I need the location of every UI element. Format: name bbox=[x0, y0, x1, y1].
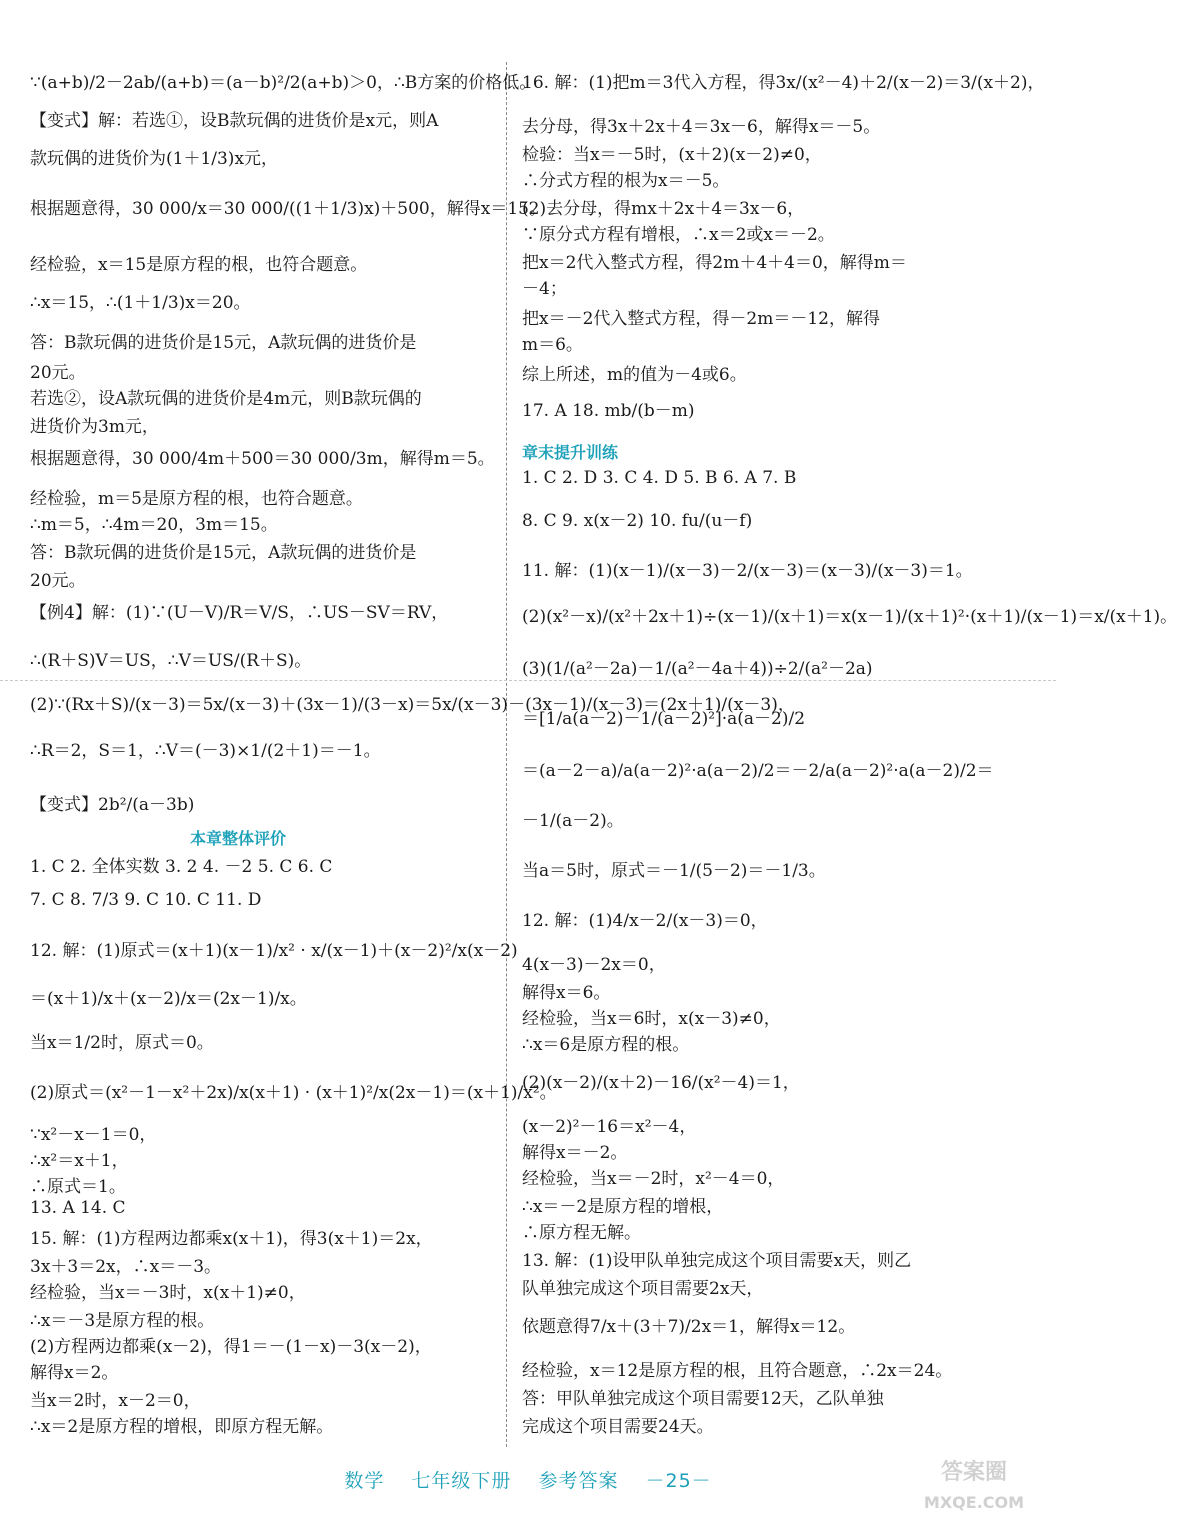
left-text-line: 7. C 8. 7/3 9. C 10. C 11. D bbox=[30, 890, 262, 910]
left-text-line: 【变式】解：若选①，设B款玩偶的进货价是x元，则A bbox=[30, 111, 439, 131]
footer-page-number: －25－ bbox=[645, 1470, 712, 1492]
column-divider bbox=[506, 62, 507, 1447]
left-text-line: 款玩偶的进货价为(1＋1/3)x元， bbox=[30, 149, 279, 169]
right-text-line: 11. 解：(1)(x－1)/(x－3)－2/(x－3)＝(x－3)/(x－3)＝1。 bbox=[522, 561, 973, 581]
left-text-line: 12. 解：(1)原式＝(x＋1)(x－1)/x² · x/(x－1)＋(x－2)²/x(x－2) bbox=[30, 941, 518, 961]
right-text-line: 4(x－3)－2x＝0， bbox=[522, 955, 666, 975]
left-text-line: (2)原式＝(x²－1－x²＋2x)/x(x＋1) · (x＋1)²/x(2x－1)＝(x＋1)/x²。 bbox=[30, 1083, 557, 1103]
right-text-line: (3)(1/(a²－2a)－1/(a²－4a＋4))÷2/(a²－2a) bbox=[522, 659, 873, 679]
watermark-logo bbox=[904, 1458, 1044, 1528]
footer-label: 参考答案 bbox=[538, 1470, 619, 1492]
left-text-line: 13. A 14. C bbox=[30, 1198, 126, 1218]
right-text-line: 12. 解：(1)4/x－2/(x－3)＝0， bbox=[522, 911, 768, 931]
left-text-line: ∴x＝－3是原方程的根。 bbox=[30, 1311, 215, 1331]
right-text-line: 依题意得7/x＋(3＋7)/2x＝1，解得x＝12。 bbox=[522, 1317, 856, 1337]
left-text-line: 答：B款玩偶的进货价是15元，A款玩偶的进货价是 bbox=[30, 543, 417, 563]
right-text-line: ∵原分式方程有增根，∴x＝2或x＝－2。 bbox=[522, 225, 835, 245]
right-text-line: 13. 解：(1)设甲队单独完成这个项目需要x天，则乙 bbox=[522, 1251, 912, 1271]
left-text-line: ∴(R＋S)V＝US，∴V＝US/(R＋S)。 bbox=[30, 651, 312, 671]
left-text-line: 1. C 2. 全体实数 3. 2 4. －2 5. C 6. C bbox=[30, 857, 333, 877]
right-text-line: m＝6。 bbox=[522, 335, 583, 355]
left-text-line: ∴原式＝1。 bbox=[30, 1177, 126, 1197]
right-text-line: (2)(x－2)/(x＋2)－16/(x²－4)＝1， bbox=[522, 1073, 800, 1093]
left-text-line: 15. 解：(1)方程两边都乘x(x＋1)，得3(x＋1)＝2x， bbox=[30, 1229, 433, 1249]
right-text-line: 完成这个项目需要24天。 bbox=[522, 1417, 714, 1437]
right-text-line: (2)去分母，得mx＋2x＋4＝3x－6， bbox=[522, 199, 805, 219]
right-text-line: 经检验，当x＝－2时，x²－4＝0， bbox=[522, 1169, 785, 1189]
watermark-line2: MXQE.COM bbox=[923, 1493, 1025, 1512]
right-text-line: 检验：当x＝－5时，(x＋2)(x－2)≠0， bbox=[522, 145, 822, 165]
left-text-line: 【例4】解：(1)∵(U－V)/R＝V/S，∴US－SV＝RV， bbox=[30, 603, 449, 623]
left-text-line: 【变式】2b²/(a－3b) bbox=[30, 795, 195, 815]
left-text-line: 答：B款玩偶的进货价是15元，A款玩偶的进货价是 bbox=[30, 333, 417, 353]
left-text-line: ∵(a+b)/2－2ab/(a+b)＝(a－b)²/2(a+b)＞0，∴B方案的价格低。 bbox=[30, 73, 537, 93]
watermark-line1: 答案圈 bbox=[940, 1460, 1007, 1485]
left-text-line: ∴x＝15，∴(1＋1/3)x＝20。 bbox=[30, 293, 251, 313]
right-text-line: 经检验，x＝12是原方程的根，且符合题意，∴2x＝24。 bbox=[522, 1361, 953, 1381]
right-text-line: 答：甲队单独完成这个项目需要12天，乙队单独 bbox=[522, 1389, 884, 1409]
left-text-line: 进货价为3m元， bbox=[30, 417, 159, 437]
right-text-line: 把x＝－2代入整式方程，得－2m＝－12，解得 bbox=[522, 309, 880, 329]
right-section-heading: 章末提升训练 bbox=[522, 443, 619, 462]
left-text-line: 当x＝2时，x－2＝0， bbox=[30, 1391, 201, 1411]
right-text-line: (2)(x²－x)/(x²＋2x＋1)÷(x－1)/(x＋1)＝x(x－1)/(x＋1)²·(x＋1)/(x－1)＝x/(x＋1)。 bbox=[522, 607, 1177, 627]
right-text-line: 把x＝2代入整式方程，得2m＋4＋4＝0，解得m＝ bbox=[522, 253, 907, 273]
footer-grade: 七年级下册 bbox=[411, 1470, 512, 1492]
right-text-line: 17. A 18. mb/(b－m) bbox=[522, 401, 695, 421]
left-section-heading: 本章整体评价 bbox=[190, 829, 287, 848]
left-text-line: ∵x²－x－1＝0， bbox=[30, 1125, 157, 1145]
left-text-line: ∴x＝2是原方程的增根，即原方程无解。 bbox=[30, 1417, 334, 1437]
right-text-line: 解得x＝6。 bbox=[522, 983, 611, 1003]
right-text-line: －4； bbox=[522, 279, 567, 299]
left-text-line: 根据题意得，30 000/4m＋500＝30 000/3m，解得m＝5。 bbox=[30, 449, 495, 469]
right-text-line: ∴x＝－2是原方程的增根， bbox=[522, 1197, 724, 1217]
right-text-line: 当a＝5时，原式＝－1/(5－2)＝－1/3。 bbox=[522, 861, 826, 881]
left-text-line: (2)方程两边都乘(x－2)，得1＝－(1－x)－3(x－2)， bbox=[30, 1337, 432, 1357]
right-text-line: ∴分式方程的根为x＝－5。 bbox=[522, 171, 730, 191]
right-text-line: 8. C 9. x(x－2) 10. fu/(u－f) bbox=[522, 511, 753, 531]
right-text-line: ∴原方程无解。 bbox=[522, 1223, 641, 1243]
right-text-line: ＝[1/a(a－2)－1/(a－2)²]·a(a－2)/2 bbox=[522, 709, 806, 729]
footer-subject: 数学 bbox=[344, 1470, 385, 1492]
right-text-line: 队单独完成这个项目需要2x天， bbox=[522, 1279, 764, 1299]
left-text-line: 当x＝1/2时，原式＝0。 bbox=[30, 1033, 214, 1053]
page-footer bbox=[0, 1466, 1056, 1493]
left-text-line: 3x＋3＝2x，∴x＝－3。 bbox=[30, 1257, 222, 1277]
left-text-line: 经检验，当x＝－3时，x(x＋1)≠0， bbox=[30, 1283, 306, 1303]
left-text-line: ＝(x＋1)/x＋(x－2)/x＝(2x－1)/x。 bbox=[30, 989, 307, 1009]
left-text-line: 20元。 bbox=[30, 571, 86, 591]
left-text-line: ∴R＝2，S＝1，∴V＝(－3)×1/(2＋1)＝－1。 bbox=[30, 741, 381, 761]
right-text-line: 综上所述，m的值为－4或6。 bbox=[522, 365, 747, 385]
left-text-line: 解得x＝2。 bbox=[30, 1363, 119, 1383]
right-text-line: (x－2)²－16＝x²－4， bbox=[522, 1117, 697, 1137]
left-text-line: ∴m＝5，∴4m＝20，3m＝15。 bbox=[30, 515, 278, 535]
right-text-line: ∴x＝6是原方程的根。 bbox=[522, 1035, 690, 1055]
left-text-line: 根据题意得，30 000/x＝30 000/((1＋1/3)x)＋500，解得x＝15。 bbox=[30, 199, 546, 219]
right-column bbox=[522, 68, 1177, 1448]
left-text-line: 经检验，x＝15是原方程的根，也符合题意。 bbox=[30, 255, 368, 275]
left-text-line: 20元。 bbox=[30, 363, 86, 383]
right-text-line: －1/(a－2)。 bbox=[522, 811, 624, 831]
left-text-line: (2)∵(Rx＋S)/(x－3)＝5x/(x－3)＋(3x－1)/(3－x)＝5x/(x－3)－(3x－1)/(x－3)＝(2x＋1)/(x－3)， bbox=[30, 695, 795, 715]
right-text-line: 去分母，得3x＋2x＋4＝3x－6，解得x＝－5。 bbox=[522, 117, 881, 137]
right-text-line: ＝(a－2－a)/a(a－2)²·a(a－2)/2＝－2/a(a－2)²·a(a－2)/2＝ bbox=[522, 761, 994, 781]
right-text-line: 经检验，当x＝6时，x(x－3)≠0， bbox=[522, 1009, 781, 1029]
left-text-line: 经检验，m＝5是原方程的根，也符合题意。 bbox=[30, 489, 363, 509]
left-text-line: 若选②，设A款玩偶的进货价是4m元，则B款玩偶的 bbox=[30, 389, 422, 409]
right-text-line: 解得x＝－2。 bbox=[522, 1143, 628, 1163]
right-text-line: 1. C 2. D 3. C 4. D 5. B 6. A 7. B bbox=[522, 468, 797, 488]
right-text-line: 16. 解：(1)把m＝3代入方程，得3x/(x²－4)＋2/(x－2)＝3/(x＋2)， bbox=[522, 73, 1045, 93]
left-text-line: ∴x²＝x＋1， bbox=[30, 1151, 129, 1171]
